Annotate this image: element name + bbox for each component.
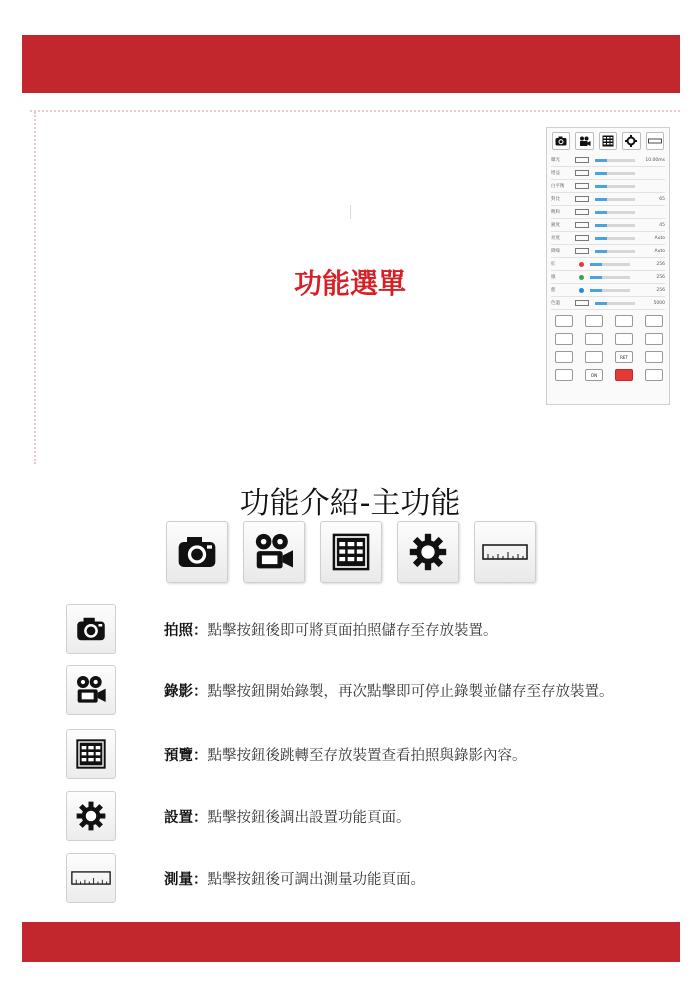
panel-row-value: Auto (654, 248, 665, 254)
panel-ruler-icon (646, 132, 664, 150)
camera-icon (177, 535, 217, 569)
panel-row-label: 藍 (551, 288, 556, 293)
panel-row-label: 銳度 (551, 223, 560, 228)
feature-measure-button[interactable] (66, 853, 116, 903)
panel-row-label: 白平衡 (551, 184, 565, 189)
panel-row-label: 色溫 (551, 301, 560, 306)
feature-measure (66, 852, 666, 904)
color-dot-icon (579, 275, 584, 280)
panel-slider[interactable] (590, 289, 630, 292)
feature-name: 錄影 (164, 682, 193, 700)
panel-row-label: 亮度 (551, 236, 560, 241)
gear-icon (409, 533, 447, 571)
feature-settings-text (164, 806, 411, 827)
panel-row-value: 256 (656, 274, 665, 280)
panel-slider[interactable] (595, 211, 635, 214)
panel-row (551, 245, 665, 258)
feature-record (66, 664, 666, 716)
feature-desc: 點擊按鈕後跳轉至存放裝置查看拍照與錄影內容。 (207, 747, 527, 764)
panel-grid-button[interactable] (555, 333, 573, 345)
video-camera-icon (253, 533, 295, 571)
feature-separator: ： (193, 621, 208, 639)
panel-toolbar (547, 128, 669, 154)
panel-grid-button[interactable] (585, 333, 603, 345)
color-dot-icon (579, 262, 584, 267)
panel-row (551, 193, 665, 206)
panel-slider[interactable] (595, 302, 635, 305)
panel-grid-button[interactable] (645, 351, 663, 363)
panel-row (551, 167, 665, 180)
panel-slider[interactable] (595, 237, 635, 240)
setting-icon (575, 235, 589, 241)
panel-row (551, 258, 665, 271)
panel-grid-button[interactable] (585, 315, 603, 327)
panel-row (551, 271, 665, 284)
panel-row (551, 180, 665, 193)
preview-button[interactable] (320, 521, 382, 583)
dotted-border-top (30, 110, 680, 112)
panel-camera-icon (552, 132, 570, 150)
settings-button[interactable] (397, 521, 459, 583)
panel-row-label: 降噪 (551, 249, 560, 254)
panel-row (551, 297, 665, 310)
feature-name: 設置 (164, 808, 193, 826)
setting-icon (575, 170, 589, 176)
panel-slider[interactable] (590, 276, 630, 279)
feature-desc: 點擊按鈕開始錄製，再次點擊即可停止錄製並儲存至存放裝置。 (207, 683, 614, 700)
panel-row-value: 65 (659, 196, 665, 202)
panel-row-label: 紅 (551, 262, 556, 267)
panel-grid-button[interactable] (555, 369, 573, 381)
settings-panel-thumbnail (546, 127, 670, 405)
video-camera-icon (75, 675, 107, 705)
dotted-border-left (34, 112, 36, 464)
panel-slider[interactable] (595, 224, 635, 227)
feature-separator: ： (193, 870, 208, 888)
panel-row-value: 10.00ms (645, 157, 665, 163)
panel-button-grid (547, 310, 669, 383)
panel-grid-button[interactable] (615, 333, 633, 345)
footer-band (22, 922, 680, 962)
feature-preview-button[interactable] (66, 729, 116, 779)
panel-slider[interactable] (595, 159, 635, 162)
panel-grid-button[interactable] (555, 351, 573, 363)
feature-settings (66, 790, 666, 842)
feature-name: 拍照 (164, 621, 193, 639)
panel-slider[interactable] (595, 172, 635, 175)
feature-name: 預覽 (164, 746, 193, 764)
feature-desc: 點擊按鈕後調出設置功能頁面。 (207, 809, 411, 826)
feature-separator: ： (193, 682, 208, 700)
divider-mark (350, 205, 351, 219)
ruler-icon (482, 543, 528, 561)
setting-icon (575, 209, 589, 215)
feature-desc: 點擊按鈕後即可將頁面拍照儲存至存放裝置。 (207, 622, 498, 639)
setting-icon (575, 300, 589, 306)
feature-photo-text (164, 619, 498, 640)
panel-grid-button[interactable] (555, 315, 573, 327)
panel-row-label: 曝光 (551, 158, 560, 163)
grid-preview-icon (331, 532, 371, 572)
setting-icon (575, 222, 589, 228)
panel-row-value: 256 (656, 261, 665, 267)
feature-desc: 點擊按鈕後可調出測量功能頁面。 (207, 871, 425, 888)
panel-row-value: 5000 (653, 300, 665, 306)
panel-slider[interactable] (595, 198, 635, 201)
feature-photo (66, 603, 666, 655)
panel-rows (547, 154, 669, 310)
section-title: 功能介紹-主功能 (239, 486, 461, 521)
feature-photo-button[interactable] (66, 604, 116, 654)
panel-row-label: 對比 (551, 197, 560, 202)
panel-row-label: 增益 (551, 171, 560, 176)
setting-icon (575, 196, 589, 202)
setting-icon (575, 183, 589, 189)
panel-grid-button[interactable] (615, 369, 633, 381)
panel-grid-button[interactable]: RET (615, 351, 633, 363)
feature-separator: ： (193, 746, 208, 764)
panel-row (551, 219, 665, 232)
panel-video-camera-icon (575, 132, 593, 150)
video-button[interactable] (243, 521, 305, 583)
feature-measure-text (164, 868, 425, 889)
main-function-icon-row (166, 521, 536, 583)
feature-preview-text (164, 744, 527, 765)
camera-icon (76, 616, 106, 642)
panel-row-label: 綠 (551, 275, 556, 280)
panel-slider[interactable] (595, 250, 635, 253)
feature-record-button[interactable] (66, 665, 116, 715)
feature-preview (66, 728, 666, 780)
gear-icon (76, 801, 106, 831)
setting-icon (575, 157, 589, 163)
panel-row-value: 45 (659, 222, 665, 228)
panel-row-value: Auto (654, 235, 665, 241)
panel-row (551, 232, 665, 245)
panel-grid-button[interactable] (645, 315, 663, 327)
panel-grid-preview-icon (599, 132, 617, 150)
color-dot-icon (579, 288, 584, 293)
panel-grid-button[interactable] (615, 315, 633, 327)
header-band (22, 35, 680, 93)
panel-grid-button[interactable] (645, 369, 663, 381)
feature-name: 測量 (164, 870, 193, 888)
panel-row (551, 154, 665, 167)
measure-button[interactable] (474, 521, 536, 583)
panel-row (551, 206, 665, 219)
camera-button[interactable] (166, 521, 228, 583)
feature-settings-button[interactable] (66, 791, 116, 841)
setting-icon (575, 248, 589, 254)
panel-gear-icon (622, 132, 640, 150)
ruler-icon (71, 870, 111, 886)
panel-grid-button[interactable] (585, 351, 603, 363)
panel-grid-button[interactable] (645, 333, 663, 345)
panel-row (551, 284, 665, 297)
menu-title: 功能選單 (293, 267, 406, 300)
panel-row-label: 飽和 (551, 210, 560, 215)
panel-slider[interactable] (595, 185, 635, 188)
panel-grid-button[interactable]: ON (585, 369, 603, 381)
panel-row-value: 256 (656, 287, 665, 293)
feature-record-text (164, 680, 614, 701)
grid-preview-icon (75, 738, 107, 770)
feature-separator: ： (193, 808, 208, 826)
panel-slider[interactable] (590, 263, 630, 266)
